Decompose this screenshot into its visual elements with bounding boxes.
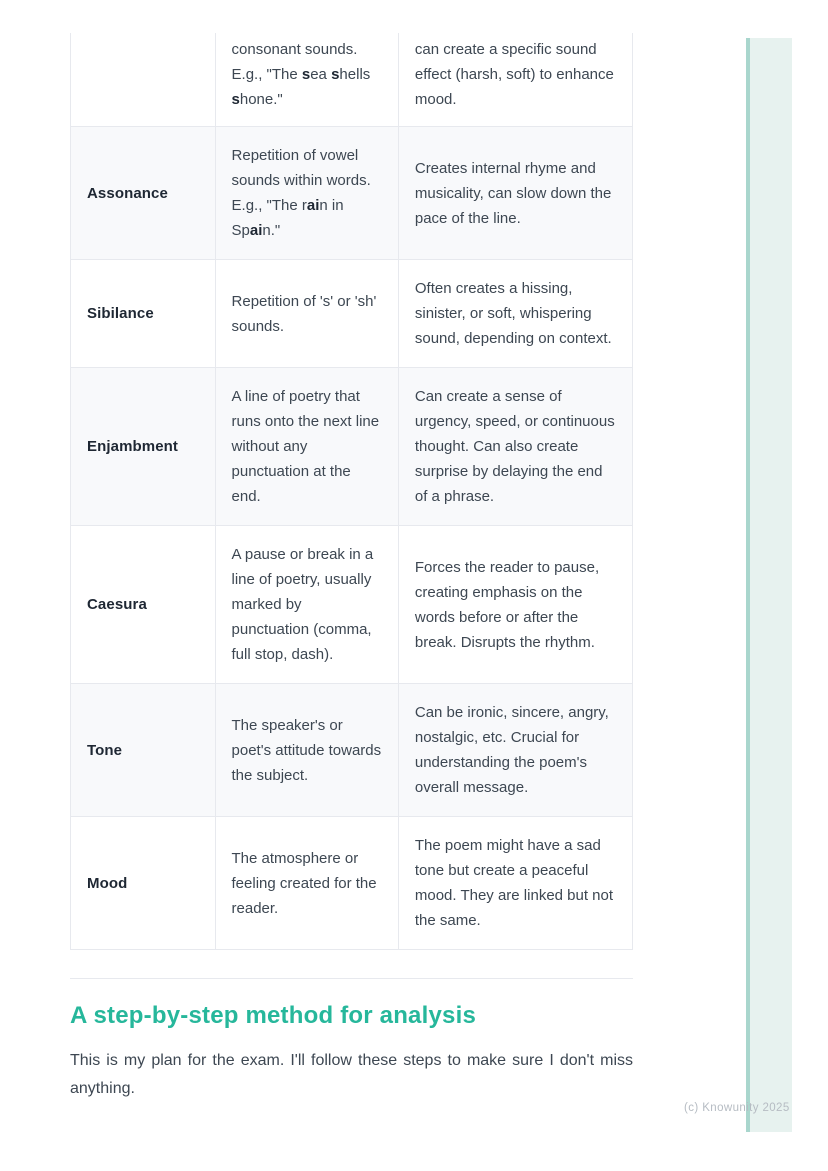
effect-cell [398, 260, 632, 367]
effect-cell [398, 526, 632, 683]
section-divider [70, 978, 633, 979]
term-cell [71, 260, 215, 367]
definition-cell [215, 260, 398, 367]
effect-cell [398, 817, 632, 949]
effect-text: Forces the reader to pause, creating emphasis on the words before or after the break. Disrupts the rhythm. [414, 558, 600, 651]
definition-cell [215, 368, 398, 525]
definition-text: A line of poetry that runs onto the next line without any punctuation at the end. [231, 388, 380, 505]
table-row [71, 126, 632, 259]
effect-text: Creates internal rhyme and musicality, can slow down the pace of the line. [414, 159, 612, 227]
effect-cell [398, 684, 632, 816]
definition-cell [215, 526, 398, 683]
effect-cell [398, 33, 632, 126]
table-row [71, 33, 632, 126]
definition-cell [215, 817, 398, 949]
definition-cell [215, 684, 398, 816]
definition-text: A pause or break in a line of poetry, usually marked by punctuation (comma, full stop, dash). [231, 546, 374, 663]
table-row [71, 525, 632, 683]
term-label: Caesura [87, 596, 147, 613]
document-page-content [70, 33, 633, 1103]
term-label: Mood [87, 874, 128, 892]
term-cell [71, 33, 215, 126]
effect-cell [398, 368, 632, 525]
term-cell [71, 817, 215, 949]
definition-cell [215, 33, 398, 126]
definition-text: consonant sounds. E.g., "The sea shells shone." [231, 41, 371, 108]
term-cell [71, 684, 215, 816]
section-heading: A step-by-step method for analysis [70, 1002, 476, 1029]
definition-text: Repetition of vowel sounds within words. E.g., "The rain in Spain." [231, 147, 371, 239]
table-row [71, 816, 632, 949]
term-label: Enjambment [87, 438, 179, 455]
term-label: Sibilance [87, 305, 154, 322]
definition-text: The atmosphere or feeling created for the reader. [231, 849, 377, 917]
term-label: Tone [87, 741, 123, 759]
definition-cell [215, 127, 398, 259]
term-cell [71, 368, 215, 525]
definition-text: The speaker's or poet's attitude towards the subject. [231, 716, 382, 784]
effect-text: can create a specific sound effect (harsh, soft) to enhance mood. [414, 41, 614, 108]
effect-text: Often creates a hissing, sinister, or soft, whispering sound, depending on context. [414, 280, 612, 347]
effect-text: The poem might have a sad tone but create a peaceful mood. They are linked but not the same. [414, 837, 614, 929]
term-label: Assonance [87, 184, 168, 202]
table-row [71, 683, 632, 816]
table-row [71, 367, 632, 525]
page-edge-bar [746, 38, 792, 1132]
section-paragraph: This is my plan for the exam. I'll follow these steps to make sure I don't miss anything. [70, 1052, 633, 1097]
watermark: (c) Knowunity 2025 [684, 1102, 790, 1114]
definition-text: Repetition of 's' or 'sh' sounds. [231, 292, 377, 335]
poetic-devices-table [70, 33, 633, 950]
effect-text: Can be ironic, sincere, angry, nostalgic, etc. Crucial for understanding the poem's overall message. [414, 704, 609, 796]
term-cell [71, 127, 215, 259]
effect-cell [398, 127, 632, 259]
table-row [71, 259, 632, 367]
term-cell [71, 526, 215, 683]
effect-text: Can create a sense of urgency, speed, or continuous thought. Can also create surprise by delaying the end of a phrase. [414, 388, 615, 505]
